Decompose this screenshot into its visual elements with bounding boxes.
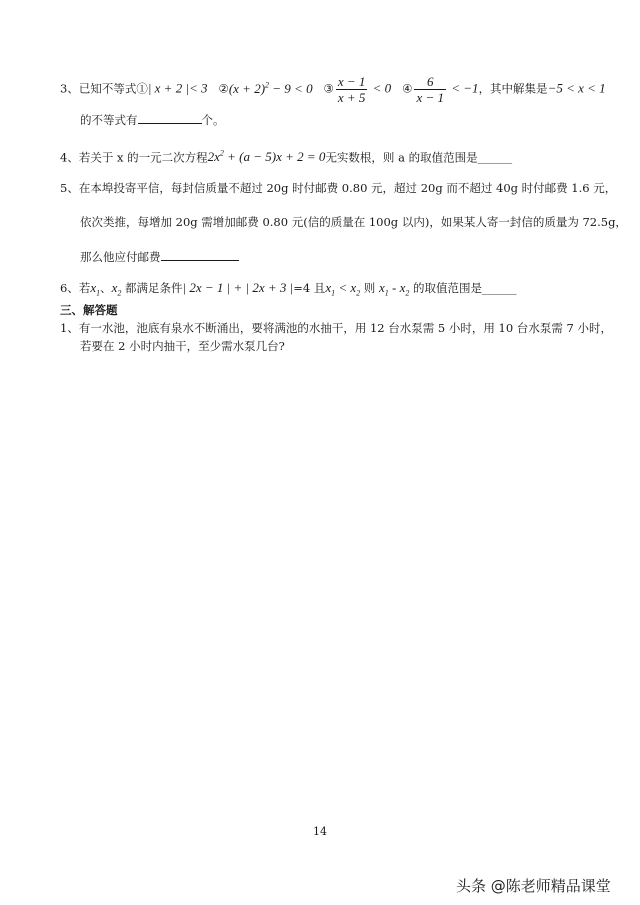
q6-difference: $x_1 - x_2$ — [378, 280, 410, 298]
q5-line3: 那么他应付邮费 — [80, 249, 239, 265]
q6-condition: | 2x − 1 | + | 2x + 3 | — [182, 280, 294, 295]
section-heading: 三、解答题 — [60, 303, 118, 317]
q3-line1: 3、已知不等式①| x + 2 |< 3 ②(x + 2)$^2$ − 9 < 0 ③ $\frac{x - 1}{x + 5}$ < 0 ④ $\frac{6}{x - 1}$ < −1，其中解集是−5 < x < 1 — [60, 74, 606, 105]
q4-equation: $2x^2 + (a - 5)x + 2 = 0$ — [207, 149, 326, 165]
q3-expr2: $(x + 2)^2 - 9 < 0$ — [228, 80, 313, 96]
q5-answer-blank[interactable] — [161, 249, 239, 261]
q3-answer-blank[interactable] — [138, 112, 202, 124]
p1-line1: 1、有一水池，池底有泉水不断涌出，要将满池的水抽干，用 12 台水泵需 5 小时，用 10 台水泵需 7 小时， — [60, 321, 612, 335]
q5-line2: 依次类推，每增加 20g 需增加邮费 0.80 元(信的质量在 100g 以内)，如果某人寄一封信的质量为 72.5g， — [80, 215, 627, 229]
q4-line: 4、若关于 x 的一元二次方程$2x^2 + (a - 5)x + 2 = 0$无实数根，则 a 的取值范围是______ — [60, 149, 513, 165]
q3-fraction3: $\frac{x - 1}{x + 5}$ — [337, 74, 366, 105]
q3-solution-set: −5 < x < 1 — [547, 80, 606, 96]
page-number: 14 — [313, 825, 327, 838]
q6-line: 6、若$x_1$、$x_2$ 都满足条件| 2x − 1 | + | 2x + 3 |=4 且$x_1 < x_2$ 则 $x_1 - x_2$ 的取值范围是______ — [60, 280, 517, 298]
watermark: 头条 @陈老师精品课堂 — [456, 877, 611, 895]
q3-expr1: | x + 2 |< 3 — [147, 80, 208, 96]
p1-line2: 若要在 2 小时内抽干，至少需水泵几台? — [80, 339, 285, 353]
q5-line1: 5、在本埠投寄平信，每封信质量不超过 20g 时付邮费 0.80 元，超过 20g 而不超过 40g 时付邮费 1.6 元， — [60, 181, 617, 195]
q3-fraction4: $\frac{6}{x - 1}$ — [416, 74, 445, 105]
q3-line2: 的不等式有 个。 — [80, 113, 225, 127]
